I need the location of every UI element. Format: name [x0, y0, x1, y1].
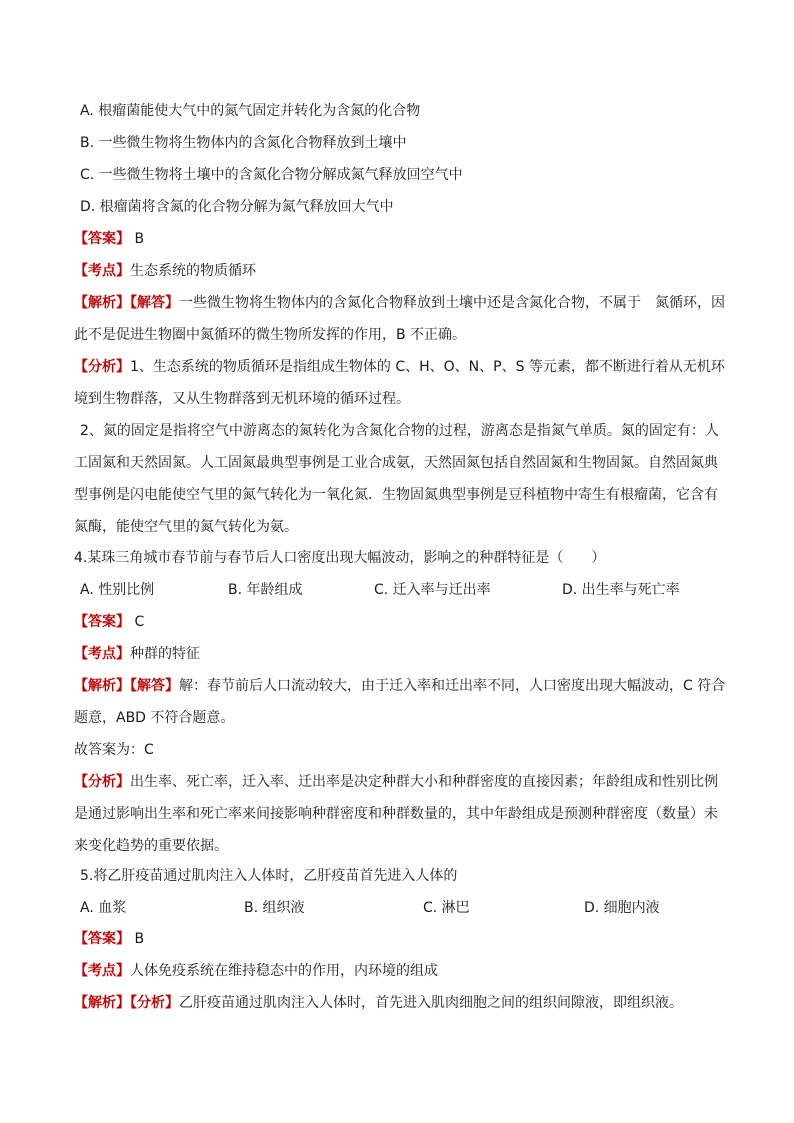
q5-jiexi-text: 乙肝疫苗通过肌肉注入人体时，首先进入肌肉细胞之间的组织间隙液，即组织液。 [179, 995, 683, 1011]
fenxi-line-1 [74, 357, 725, 377]
q5-jiexi-line-1 [74, 993, 683, 1013]
option-b: B. 一些微生物将生物体内的含氮化合物释放到土壤中 [80, 135, 407, 151]
q4-jiexi-line-2: 题意，ABD 不符合题意。 [74, 710, 235, 726]
q4-fenxi-line-3: 来变化趋势的重要依据。 [74, 838, 228, 854]
option-c: C. 一些微生物将土壤中的含氮化合物分解成氮气释放回空气中 [80, 167, 463, 183]
jiexi-text: 一些微生物将生物体内的含氮化合物释放到土壤中还是含氮化合物，不属于 氮循环，因 [179, 295, 725, 311]
q4-kaodian-text: 种群的特征 [130, 646, 200, 662]
q4-kaodian-tag: 【考点】 [74, 646, 130, 662]
q5-kaodian-line [74, 961, 438, 981]
q5-answer-tag: 【答案】 [74, 931, 130, 947]
kaodian-text: 生态系统的物质循环 [130, 263, 256, 279]
answer-value: B [130, 231, 145, 247]
q5-answer-line [74, 929, 144, 949]
answer-tag: 【答案】 [74, 231, 130, 247]
fenxi-text: 1、生态系统的物质循环是指组成生物体的 C、H、O、N、P、S 等元素，都不断进行着从无机环 [130, 359, 725, 375]
q5-option-d: D. 细胞内液 [584, 900, 660, 916]
q5-question: 5.将乙肝疫苗通过肌肉注入人体时，乙肝疫苗首先进入人体的 [80, 868, 458, 884]
q4-fenxi-line-1 [74, 772, 718, 792]
q4-option-d: D. 出生率与死亡率 [562, 582, 680, 598]
q4-fenxi-text: 出生率、死亡率，迁入率、迁出率是决定种群大小和种群密度的直接因素；年龄组成和性别比例 [130, 774, 718, 790]
q4-option-b: B. 年龄组成 [228, 582, 303, 598]
q4-fenxi-tag: 【分析】 [74, 774, 130, 790]
q5-kaodian-text: 人体免疫系统在维持稳态中的作用，内环境的组成 [130, 963, 438, 979]
option-a: A. 根瘤菌能使大气中的氮气固定并转化为含氮的化合物 [80, 103, 421, 119]
q4-fenxi-line-2: 是通过影响出生率和死亡率来间接影响种群密度和种群数量的，其中年龄组成是预测种群密度（数量）未 [74, 806, 718, 822]
jiexi-line-2: 此不是促进生物圈中氮循环的微生物所发挥的作用，B 不正确。 [74, 327, 467, 343]
fenxi-line-2: 境到生物群落，又从生物群落到无机环境的循环过程。 [74, 391, 410, 407]
q5-answer-value: B [130, 931, 145, 947]
jiexi-line-1 [74, 293, 725, 313]
fenxi-line-4: 工固氮和天然固氮。人工固氮最典型事例是工业合成氨，天然固氮包括自然固氮和生物固氮。自然固氮典 [74, 455, 718, 471]
q4-option-a: A. 性别比例 [80, 582, 155, 598]
q4-answer-value: C [130, 614, 145, 630]
q4-answer-line [74, 612, 144, 632]
q4-question: 4.某珠三角城市春节前与春节后人口密度出现大幅波动，影响之的种群特征是（ ） [74, 550, 606, 566]
option-d: D. 根瘤菌将含氮的化合物分解为氮气释放回大气中 [80, 199, 394, 215]
q5-option-b: B. 组织液 [244, 900, 305, 916]
q4-answer-tag: 【答案】 [74, 614, 130, 630]
fenxi-line-6: 氮酶，能使空气里的氮气转化为氨。 [74, 519, 298, 535]
q4-jiexi-text: 解：春节前后人口流动较大，由于迁入率和迁出率不同，人口密度出现大幅波动，C 符合 [179, 678, 726, 694]
answer-line [74, 229, 144, 249]
q4-jiexi-line-1 [74, 676, 725, 696]
q4-jiexi-tag: 【解析】【解答】 [74, 678, 179, 694]
q5-kaodian-tag: 【考点】 [74, 963, 130, 979]
q4-option-c: C. 迁入率与迁出率 [374, 582, 491, 598]
kaodian-tag: 【考点】 [74, 263, 130, 279]
q5-jiexi-tag: 【解析】【分析】 [74, 995, 179, 1011]
q5-option-a: A. 血浆 [80, 900, 127, 916]
fenxi-line-5: 型事例是闪电能使空气里的氮气转化为一氧化氮．生物固氮典型事例是豆科植物中寄生有根瘤菌，它含有 [74, 487, 718, 503]
kaodian-line [74, 261, 256, 281]
q4-guda: 故答案为：C [74, 742, 154, 758]
q4-kaodian-line [74, 644, 200, 664]
q5-option-c: C. 淋巴 [423, 900, 470, 916]
fenxi-line-3: 2、氮的固定是指将空气中游离态的氮转化为含氮化合物的过程，游离态是指氮气单质。氮的固定有：人 [80, 423, 719, 439]
jiexi-tag: 【解析】【解答】 [74, 295, 179, 311]
fenxi-tag: 【分析】 [74, 359, 130, 375]
